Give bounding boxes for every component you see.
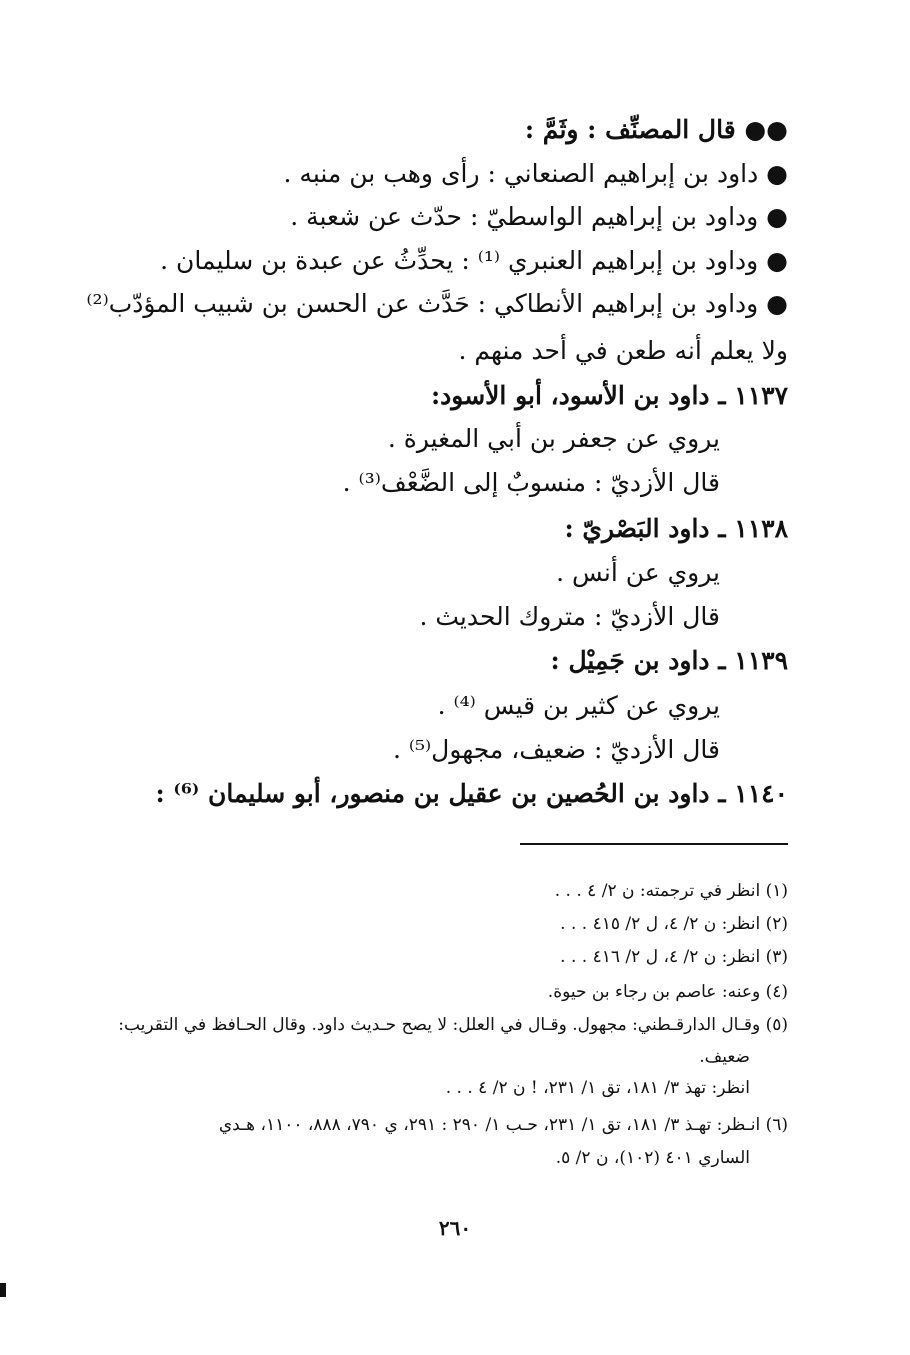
entry-heading-1140: ١١٤٠ ـ داود بن الحُصين بن عقيل بن منصور، أبو سليمان ⁽⁶⁾ : bbox=[155, 779, 788, 808]
scan-mark bbox=[0, 1283, 6, 1297]
footnote: (٥) وقـال الدارقـطني: مجهول. وقـال في العلل: لا يصح حـديث داود. وقال الحـافظ في التقريب: bbox=[118, 1015, 788, 1035]
entry-heading-1138: ١١٣٨ ـ داود البَصْريّ : bbox=[564, 514, 788, 543]
text-line: ولا يعلم أنه طعن في أحد منهم . bbox=[458, 336, 788, 365]
page-number: ٢٦٠ bbox=[438, 1216, 472, 1240]
bullet-entry: ● وداود بن إبراهيم الواسطيّ : حدّث عن شعبة . bbox=[290, 202, 788, 231]
text-line: يروي عن جعفر بن أبي المغيرة . bbox=[387, 424, 720, 453]
text-line: يروي عن كثير بن قيس ⁽⁴⁾ . bbox=[437, 691, 720, 720]
text-line: قال الأزديّ : متروك الحديث . bbox=[419, 602, 720, 631]
footnote: (٤) وعنه: عاصم بن رجاء بن حيوة. bbox=[547, 982, 788, 1002]
footnote: (٣) انظر: ن ٢/ ٤، ل ٢/ ٤١٦ . . . bbox=[560, 947, 788, 967]
footnote: (٢) انظر: ن ٢/ ٤، ل ٢/ ٤١٥ . . . bbox=[560, 914, 788, 934]
footnote-continuation: انظر: تهذ ٣/ ١٨١، تق ١/ ٢٣١، ! ن ٢/ ٤ . . . bbox=[445, 1078, 750, 1098]
footnote-separator bbox=[520, 843, 788, 845]
bullet-entry: ● داود بن إبراهيم الصنعاني : رأى وهب بن منبه . bbox=[283, 159, 788, 188]
text-line: قال الأزديّ : منسوبٌ إلى الضَّعْف⁽³⁾ . bbox=[342, 468, 720, 497]
footnote: (٦) انـظر: تهـذ ٣/ ١٨١، تق ١/ ٢٣١، حـب ١/ ٢٩٠ : ٢٩١، ي ٧٩٠، ٨٨٨، ١١٠٠، هـدي bbox=[218, 1115, 788, 1135]
bullet-entry: ● وداود بن إبراهيم العنبري ⁽¹⁾ : يحدِّثُ عن عبدة بن سليمان . bbox=[160, 246, 788, 275]
entry-heading-1137: ١١٣٧ ـ داود بن الأسود، أبو الأسود: bbox=[430, 381, 788, 410]
footnote-continuation: ضعيف. bbox=[699, 1047, 750, 1067]
text-line: يروي عن أنس . bbox=[556, 558, 720, 587]
bullet-entry: ● وداود بن إبراهيم الأنطاكي : حَدَّث عن الحسن بن شبيب المؤدّب⁽²⁾ bbox=[86, 289, 788, 318]
text-line: قال الأزديّ : ضعيف، مجهول⁽⁵⁾ . bbox=[392, 735, 720, 764]
entry-heading-1139: ١١٣٩ ـ داود بن جَمِيْل : bbox=[550, 646, 788, 675]
footnote: (١) انظر في ترجمته: ن ٢/ ٤ . . . bbox=[554, 881, 788, 901]
section-intro: ●● قال المصنِّف : وثَمَّ : bbox=[524, 115, 788, 144]
footnote-continuation: الساري ٤٠١ (١٠٢)، ن ٢/ ٥. bbox=[555, 1148, 750, 1168]
